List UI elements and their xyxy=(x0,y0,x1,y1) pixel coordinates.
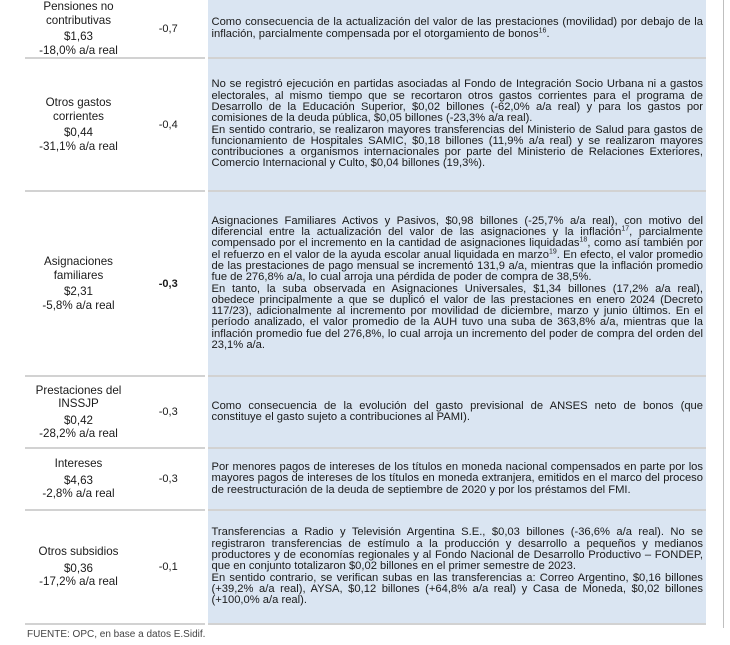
explanation-paragraph xyxy=(212,401,704,424)
incidence-cell xyxy=(132,58,206,191)
paragraph-text: En sentido contrario, se realizaron mayores transferencias del Ministerio de Salud para gastos de funcionamiento de Hospitales SAMIC, $0,18 billones (11,9% a/a real) y se realizaron mayores contribuciones a organismos internacionales por parte del Ministerio de Relaciones Exteriores, Comercio Internacional y Culto, $0,04 billones (19,3%). xyxy=(211,123,703,170)
incidence-value: -0,4 xyxy=(158,118,178,131)
incidence-value: -0,7 xyxy=(158,22,178,35)
footnote-ref: 16 xyxy=(538,26,547,34)
concept-variation: -17,2% a/a real xyxy=(39,575,118,589)
explanation-cell xyxy=(206,0,706,58)
concept-amount: $0,44 xyxy=(63,126,93,139)
incidence-cell xyxy=(132,191,206,376)
explanation-cell xyxy=(206,448,706,510)
explanation-paragraph xyxy=(212,284,704,352)
incidence-cell xyxy=(132,448,206,510)
paragraph-text: Como consecuencia de la evolución del gasto previsional de ANSES neto de bonos (que constituye el gasto sujeto a contribuciones al PAMI). xyxy=(211,399,703,423)
explanation-paragraph: Asignaciones Familiares Activos y Pasivos, $0,98 billones (-25,7% a/a real), con motivo del diferencial entre la actualización del valor de las asignaciones y la inflación$^{17}$, parcialmente compensado por el incremento en la cantidad de asignaciones liquidadas$^{18}$, como así también por el refuerzo en el valor de la ayuda escolar anual liquidada en marzo$^{19}$. En efecto, el valor promedio de las prestaciones de pago mensual se incrementó 131,9 a/a, mientras que la inflación promedio fue de 276,8% a/a, lo cual arroja una pérdida de poder de compra de 38,5%. xyxy=(211,214,704,284)
table-row xyxy=(25,448,706,510)
paragraph-text: Por menores pagos de intereses de los títulos en moneda nacional compensados en parte por los mayores pagos de intereses de los títulos en moneda extranjera, emitidos en el marco del proceso de reestructuración de la deuda de septiembre de 2020 y por los préstamos del FMI. xyxy=(211,461,703,496)
table-right-border xyxy=(723,0,724,628)
concept-name: Prestaciones del INSSJP xyxy=(35,383,122,410)
concept-amount: $1,63 xyxy=(63,30,93,43)
paragraph-text: En sentido contrario, se verifican subas en las transferencias a: Correo Argentino, $0,16 billones (+39,2% a/a real), AYSA, $0,12 billones (+64,8% a/a real) y Casa de Moneda, $0,02 billones (+100,0% a/a real). xyxy=(211,571,703,607)
concept-name: Pensiones no contributivas xyxy=(43,0,114,27)
concept-name: Asignaciones familiares xyxy=(44,255,113,282)
incidence-value: -0,3 xyxy=(158,277,178,290)
concept-variation: -31,1% a/a real xyxy=(39,139,118,153)
concept-name: Otros gastos corrientes xyxy=(45,96,112,123)
concept-name: Intereses xyxy=(54,457,103,471)
incidence-cell xyxy=(132,376,206,448)
explanation-paragraph xyxy=(212,17,704,40)
table-row xyxy=(25,0,706,58)
explanation-paragraph xyxy=(212,79,704,124)
table-row xyxy=(25,191,706,376)
paragraph-text: En tanto, la suba observada en Asignaciones Universales, $1,34 billones (17,2% a/a real), obedece principalmente a que se duplicó el valor de las prestaciones en enero 2024 (Decreto 117/23), adicionalmente al incremento por movilidad de diciembre, marzo y junio últimos. En el período analizado, el valor promedio de la AUH tuvo una suba de 363,8% a/a, mientras que la inflación promedio fue del 276,8%, lo cual arroja un incremento del poder de compra del orden del 23,1% a/a. xyxy=(211,282,703,351)
concept-cell xyxy=(25,376,132,448)
explanation-paragraph xyxy=(212,573,704,607)
table-row xyxy=(25,58,706,191)
concept-amount: $0,42 xyxy=(63,413,93,427)
explanation-paragraph xyxy=(212,125,704,170)
expense-table-body xyxy=(25,0,706,624)
paragraph-text: Transferencias a Radio y Televisión Argentina S.E., $0,03 billones (-36,6% a/a real). No se registraron transferencias de estímulo a la producción y desarrollo a pequeños y medianos productores y de economías regionales y al Fondo Nacional de Desarrollo Productivo – FONDEP, que en conjunto totalizaron $0,02 billones en el primer semestre de 2023. xyxy=(211,526,703,573)
table-row xyxy=(25,376,706,448)
paragraph-text-end: . xyxy=(546,27,550,40)
incidence-cell xyxy=(132,0,206,58)
source-footer: FUENTE: OPC, en base a datos E.Sidif. xyxy=(27,629,206,640)
concept-cell xyxy=(25,448,132,510)
explanation-cell xyxy=(206,510,706,624)
concept-cell xyxy=(25,191,132,376)
incidence-value: -0,3 xyxy=(158,473,178,485)
explanation-cell xyxy=(206,58,706,191)
concept-cell xyxy=(25,0,132,58)
concept-cell xyxy=(25,58,132,191)
concept-amount: $2,31 xyxy=(63,285,93,298)
concept-amount: $0,36 xyxy=(63,561,93,575)
paragraph-text: No se registró ejecución en partidas asociadas al Fondo de Integración Socio Urbana ni a gastos electorales, al mismo tiempo que se recortaron otros gastos corrientes para el programa de Desarrollo de la Educación Superior, $0,02 billones (-62,0% a/a real) y para los gastos por comisiones de la deuda pública, $0,05 billones (-23,3% a/a real). xyxy=(211,78,703,125)
concept-variation: -5,8% a/a real xyxy=(42,298,115,312)
explanation-cell xyxy=(206,191,706,376)
paragraph-text: Como consecuencia de la actualización del valor de las prestaciones (movilidad) por debajo de la inflación, parcialmente compensada por el otorgamiento de bonos xyxy=(211,16,703,40)
concept-variation: -2,8% a/a real xyxy=(42,487,115,501)
explanation-cell xyxy=(206,376,706,448)
incidence-value: -0,1 xyxy=(158,561,178,573)
incidence-cell xyxy=(132,510,206,624)
expense-table xyxy=(25,0,706,625)
concept-variation: -18,0% a/a real xyxy=(39,43,118,57)
concept-amount: $4,63 xyxy=(63,473,93,487)
explanation-paragraph xyxy=(212,462,704,496)
incidence-value: -0,3 xyxy=(158,406,178,418)
table-row xyxy=(25,510,706,624)
concept-cell xyxy=(25,510,132,624)
concept-name: Otros subsidios xyxy=(38,545,119,559)
explanation-paragraph xyxy=(212,527,704,572)
concept-variation: -28,2% a/a real xyxy=(39,427,118,440)
